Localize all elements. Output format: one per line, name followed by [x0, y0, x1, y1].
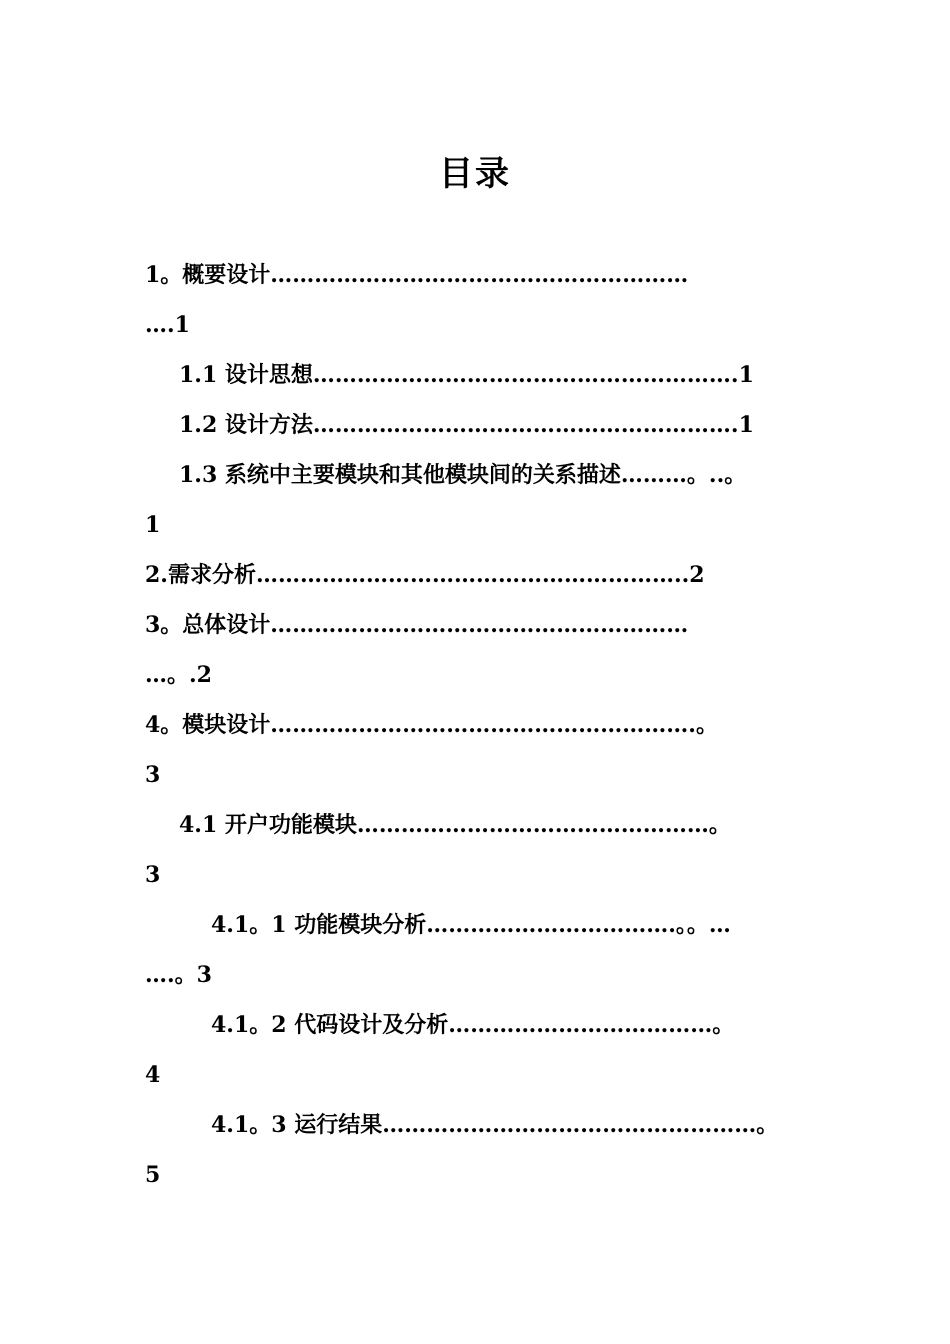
- toc-entry-4-1-wrap: 3: [145, 862, 161, 888]
- toc-entry-4-1-2-wrap: 4: [145, 1062, 161, 1088]
- toc-entry-4-1-1-wrap: ….。3: [145, 962, 212, 988]
- toc-entry-3-wrap: …。.2: [145, 662, 212, 688]
- toc-entry-1-2[interactable]: 1.2 设计方法………………………………………………….1: [179, 412, 754, 438]
- toc-entry-1-1[interactable]: 1.1 设计思想………………………………………………….1: [179, 362, 754, 388]
- table-of-contents: [145, 250, 825, 1200]
- toc-entry-4-1-3-wrap: 5: [145, 1162, 161, 1188]
- toc-entry-4-1-3[interactable]: 4.1。3 运行结果……………………………………………。: [211, 1112, 779, 1138]
- toc-entry-1-3[interactable]: 1.3 系统中主要模块和其他模块间的关系描述………。..。: [179, 462, 747, 488]
- toc-entry-4-1-2[interactable]: 4.1。2 代码设计及分析………………………………。: [211, 1012, 735, 1038]
- toc-entry-1-wrap: ….1: [145, 312, 190, 338]
- toc-entry-4-1-1[interactable]: 4.1。1 功能模块分析…………………………….。。…: [211, 912, 731, 938]
- toc-entry-2[interactable]: 2.需求分析…………………………………………………..2: [145, 562, 705, 588]
- toc-entry-1-3-wrap: 1: [145, 512, 161, 538]
- toc-entry-1[interactable]: 1。概要设计…………………………………………………: [145, 262, 689, 288]
- toc-entry-3[interactable]: 3。总体设计…………………………………………………: [145, 612, 689, 638]
- toc-entry-4-1[interactable]: 4.1 开户功能模块…………………………………………。: [179, 812, 731, 838]
- toc-entry-4-wrap: 3: [145, 762, 161, 788]
- toc-entry-4[interactable]: 4。模块设计………………………………………………….。: [145, 712, 718, 738]
- page-title: 目录: [439, 154, 511, 194]
